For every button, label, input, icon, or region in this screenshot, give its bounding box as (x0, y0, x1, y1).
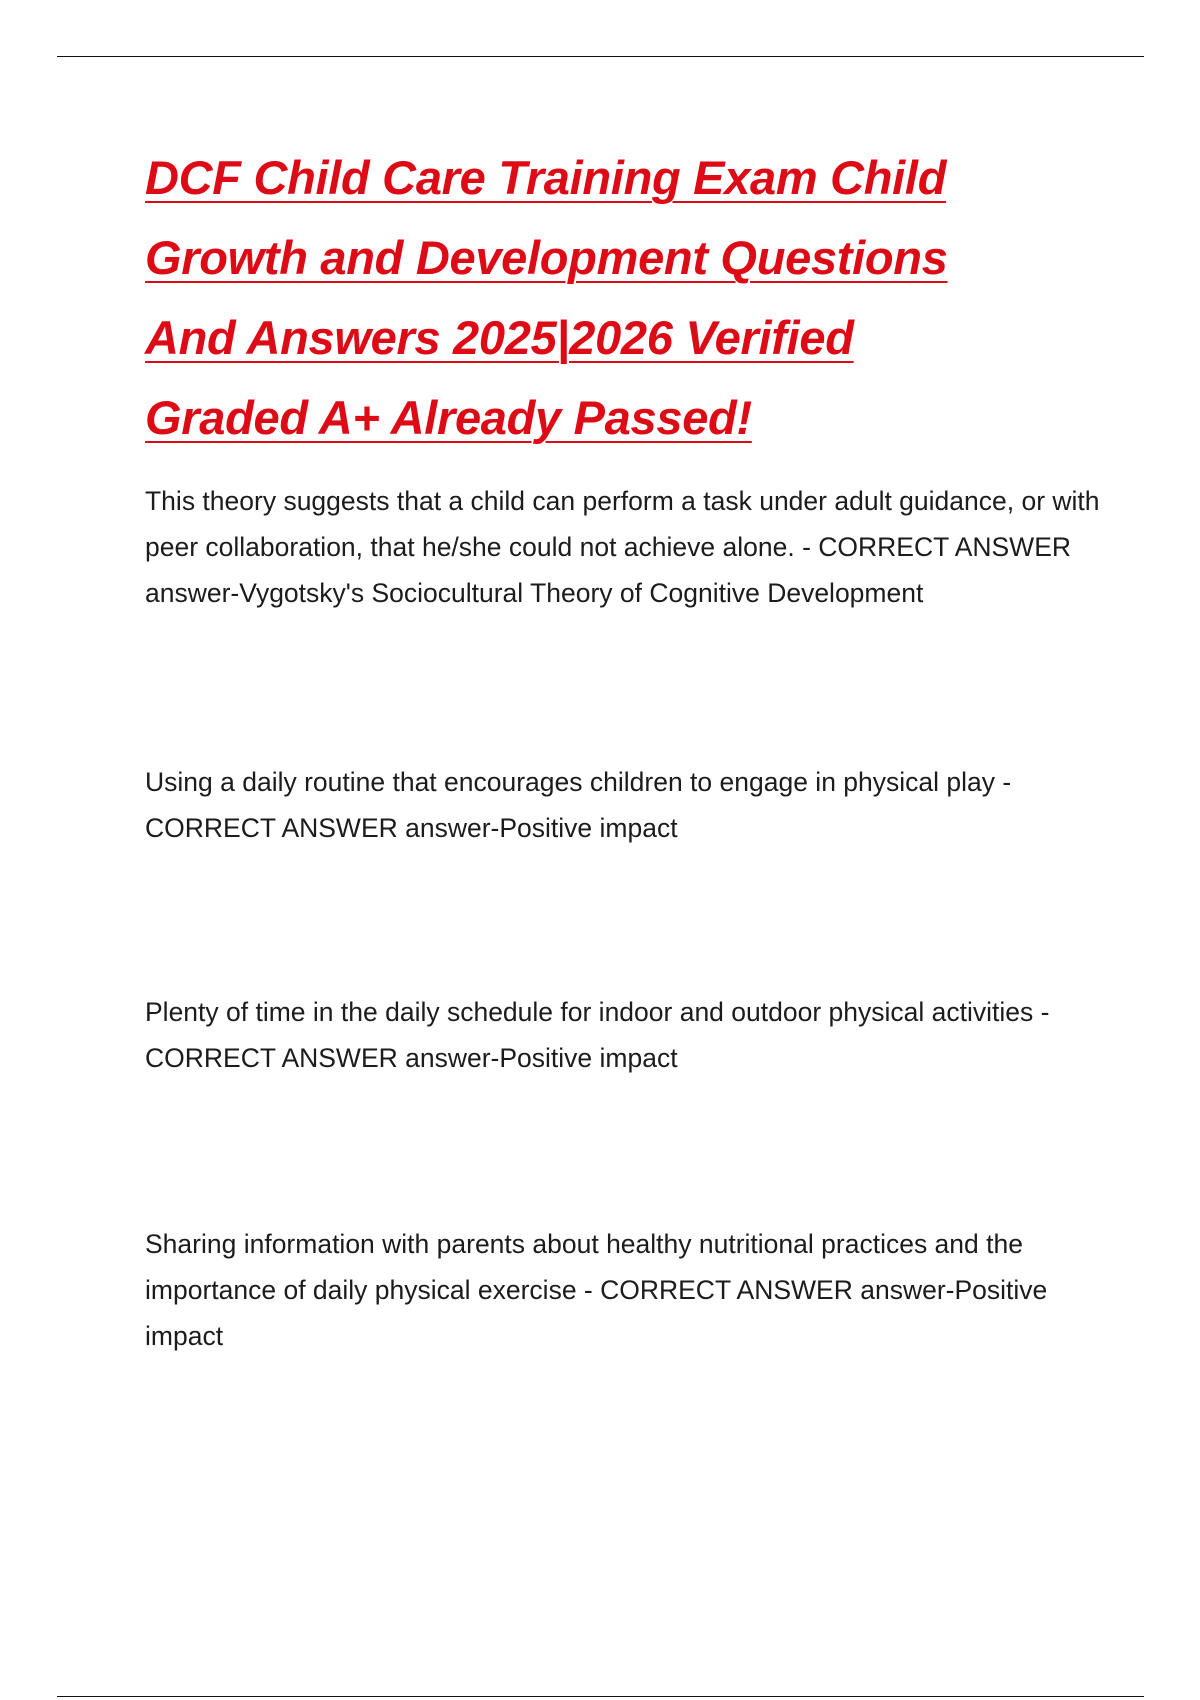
document-page (145, 138, 1105, 1359)
qa-entry-daily-schedule: Plenty of time in the daily schedule for indoor and outdoor physical activities - CORRECT ANSWER answer-Positive impact (145, 997, 1050, 1073)
qa-entry-vygotsky: This theory suggests that a child can perform a task under adult guidance, or with peer collaboration, that he/she could not achieve alone. - CORRECT ANSWER answer-Vygotsky's Sociocultural Theory of Cognitive Development (145, 486, 1100, 608)
qa-entry-sharing-information: Sharing information with parents about healthy nutritional practices and the importance of daily physical exercise - CORRECT ANSWER answer-Positive impact (145, 1229, 1048, 1351)
document-title: DCF Child Care Training Exam Child Growth and Development Questions And Answers 2025|2026 Verified Graded A+ Already Passed! (145, 151, 948, 444)
header-rule (57, 56, 1144, 57)
qa-entry-daily-routine: Using a daily routine that encourages children to engage in physical play - CORRECT ANSWER answer-Positive impact (145, 767, 1012, 843)
footer-rule (57, 1696, 1144, 1697)
